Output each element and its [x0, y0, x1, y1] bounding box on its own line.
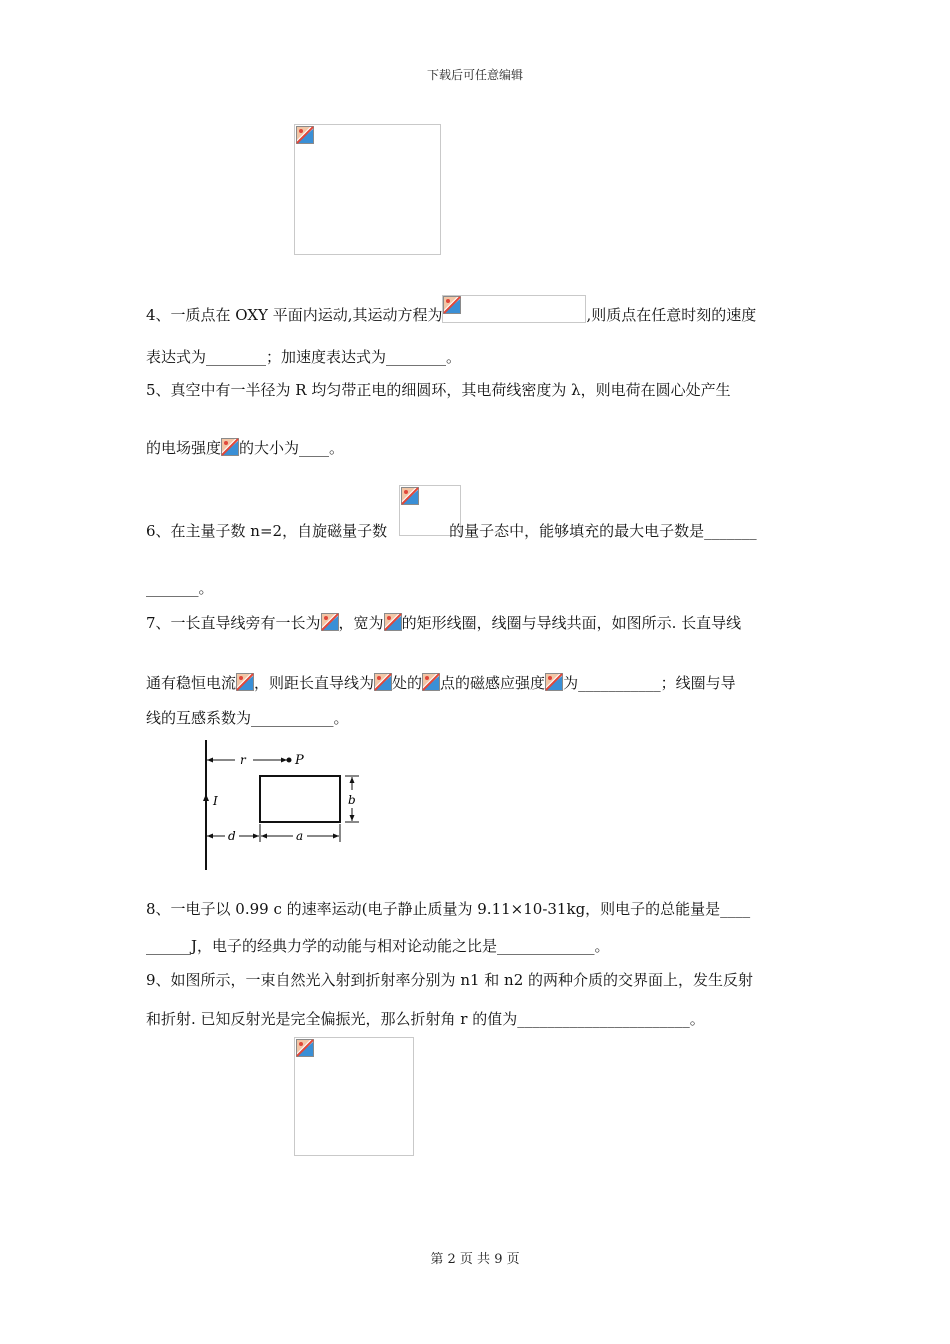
question-4-line-1 — [146, 295, 756, 325]
broken-image-icon — [443, 296, 461, 314]
broken-image-icon — [401, 487, 419, 505]
question-8-line-2: ______J，电子的经典力学的动能与相对论动能之比是_____________。 — [146, 937, 610, 955]
q7-text-c: 的矩形线圈，线圈与导线共面，如图所示. 长直导线 — [401, 614, 742, 632]
q7-text-g: 点的磁感应强度 — [440, 674, 546, 692]
broken-image-icon — [296, 1039, 314, 1057]
label-P: P — [295, 753, 304, 768]
question-5-line-2 — [146, 438, 344, 458]
broken-image-icon — [422, 673, 440, 691]
label-I: I — [213, 794, 218, 808]
q7-text-e: ，则距长直导线为 — [254, 674, 375, 692]
broken-image-icon — [236, 673, 254, 691]
label-b: b — [348, 793, 356, 807]
q6-text-b: 的量子态中，能够填充的最大电子数是_______ — [449, 522, 757, 540]
question-7-line-2 — [146, 673, 736, 693]
q4-text-b: ,则质点在任意时刻的速度 — [586, 306, 757, 324]
q7-text-h: 为___________；线圈与导 — [563, 674, 736, 692]
broken-image-icon — [296, 126, 314, 144]
q7-text-d: 通有稳恒电流 — [146, 674, 237, 692]
label-d: d — [228, 829, 236, 843]
q7-text-a: 7、一长直导线旁有一长为 — [146, 614, 321, 632]
q7-text-f: 处的 — [392, 674, 423, 692]
image-placeholder-q9 — [294, 1037, 414, 1156]
q4-text-a: 4、一质点在 OXY 平面内运动,其运动方程为 — [146, 306, 443, 324]
question-9-line-1: 9、如图所示，一束自然光入射到折射率分别为 n1 和 n2 的两种介质的交界面上，发生反射 — [146, 971, 754, 989]
q5-text-b: 的电场强度 — [146, 439, 222, 457]
equation-image — [442, 295, 586, 323]
label-a: a — [296, 829, 304, 843]
q7-text-b: ，宽为 — [338, 614, 384, 632]
page-footer: 第 2 页 共 9 页 — [430, 1252, 520, 1267]
image-placeholder-top — [294, 124, 441, 255]
page-header: 下载后可任意编辑 — [426, 68, 523, 82]
broken-image-icon — [221, 438, 239, 456]
q5-text-c: 的大小为____。 — [239, 439, 345, 457]
question-7-line-3: 线的互感系数为___________。 — [146, 709, 349, 727]
question-8-line-1: 8、一电子以 0.99 c 的速率运动(电子静止质量为 9.11×10-31kg，则电子的总能量是____ — [146, 900, 751, 918]
question-5-line-1: 5、真空中有一半径为 R 均匀带正电的细圆环，其电荷线密度为 λ，则电荷在圆心处产生 — [146, 381, 731, 399]
question-6-line-2: _______。 — [146, 579, 214, 597]
question-9-line-2: 和折射. 已知反射光是完全偏振光，那么折射角 r 的值为_______________________。 — [146, 1010, 705, 1028]
label-r: r — [240, 753, 246, 767]
q6-text-a: 6、在主量子数 n=2，自旋磁量子数 — [146, 522, 388, 540]
wire-loop-figure — [195, 738, 365, 872]
broken-image-icon — [321, 613, 339, 631]
broken-image-icon — [384, 613, 402, 631]
broken-image-icon — [545, 673, 563, 691]
question-7-line-1 — [146, 613, 741, 633]
question-6-line-1 — [146, 521, 757, 541]
question-4-line-2: 表达式为________；加速度表达式为________。 — [146, 348, 462, 366]
broken-image-icon — [374, 673, 392, 691]
